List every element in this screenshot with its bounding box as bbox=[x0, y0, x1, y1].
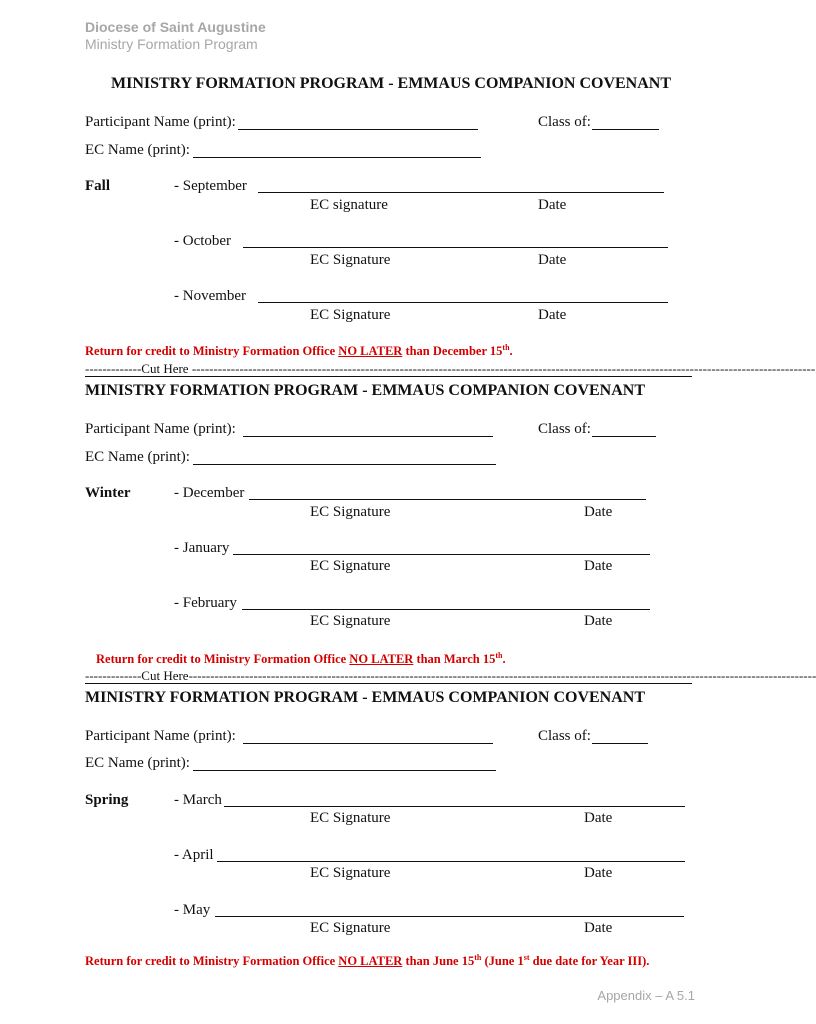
signature-line[interactable] bbox=[242, 609, 650, 610]
signature-caption: EC Signature bbox=[310, 307, 391, 323]
date-caption: Date bbox=[538, 307, 567, 323]
participant-label: Participant Name (print): bbox=[85, 728, 236, 744]
month-label: - December bbox=[174, 485, 245, 501]
cut-here-label: Cut Here bbox=[141, 361, 189, 376]
section-title: MINISTRY FORMATION PROGRAM - EMMAUS COMPANION COVENANT bbox=[111, 75, 671, 92]
class-line[interactable] bbox=[592, 743, 648, 744]
ec-name-label: EC Name (print): bbox=[85, 142, 190, 158]
signature-line[interactable] bbox=[258, 192, 664, 193]
class-line[interactable] bbox=[592, 129, 659, 130]
date-caption: Date bbox=[538, 252, 567, 268]
signature-line[interactable] bbox=[233, 554, 650, 555]
date-caption: Date bbox=[538, 197, 567, 213]
participant-name-line[interactable] bbox=[238, 129, 478, 130]
ec-name-line[interactable] bbox=[193, 464, 496, 465]
signature-caption: EC signature bbox=[310, 197, 388, 213]
class-label: Class of: bbox=[538, 114, 591, 130]
cut-here-divider: -------------Cut Here------------------------------------------------------------------------------------------------------------------------------------------------- bbox=[85, 668, 816, 683]
ec-name-line[interactable] bbox=[193, 157, 481, 158]
participant-name-line[interactable] bbox=[243, 436, 493, 437]
ec-name-line[interactable] bbox=[193, 770, 496, 771]
program-name: Ministry Formation Program bbox=[85, 36, 258, 52]
signature-caption: EC Signature bbox=[310, 558, 391, 574]
month-label: - September bbox=[174, 178, 247, 194]
return-notice: Return for credit to Ministry Formation Office NO LATER than March 15th. bbox=[96, 651, 506, 667]
date-caption: Date bbox=[584, 865, 613, 881]
cut-rule bbox=[85, 683, 692, 684]
season-label: Fall bbox=[85, 178, 110, 194]
month-label: - January bbox=[174, 540, 230, 556]
month-label: - May bbox=[174, 902, 211, 918]
return-notice: Return for credit to Ministry Formation Office NO LATER than December 15th. bbox=[85, 343, 513, 359]
month-label: - March bbox=[174, 792, 222, 808]
season-label: Winter bbox=[85, 485, 131, 501]
org-name: Diocese of Saint Augustine bbox=[85, 19, 266, 35]
return-notice: Return for credit to Ministry Formation Office NO LATER than June 15th (June 1st due date for Year III). bbox=[85, 953, 650, 969]
signature-line[interactable] bbox=[249, 499, 646, 500]
signature-line[interactable] bbox=[217, 861, 685, 862]
section-title: MINISTRY FORMATION PROGRAM - EMMAUS COMPANION COVENANT bbox=[85, 382, 645, 399]
class-line[interactable] bbox=[592, 436, 656, 437]
cut-here-label: Cut Here bbox=[141, 668, 189, 683]
class-label: Class of: bbox=[538, 421, 591, 437]
date-caption: Date bbox=[584, 504, 613, 520]
signature-line[interactable] bbox=[224, 806, 685, 807]
cut-rule bbox=[85, 376, 692, 377]
footer-page-label: Appendix – A 5.1 bbox=[597, 988, 695, 1003]
month-label: - November bbox=[174, 288, 247, 304]
cut-here-divider: -------------Cut Here ------------------------------------------------------------------------------------------------------------------------------------------------ bbox=[85, 361, 816, 376]
date-caption: Date bbox=[584, 558, 613, 574]
participant-name-line[interactable] bbox=[243, 743, 493, 744]
season-label: Spring bbox=[85, 792, 129, 808]
ec-name-label: EC Name (print): bbox=[85, 755, 190, 771]
signature-caption: EC Signature bbox=[310, 252, 391, 268]
participant-label: Participant Name (print): bbox=[85, 421, 236, 437]
month-label: - October bbox=[174, 233, 232, 249]
signature-line[interactable] bbox=[243, 247, 668, 248]
participant-label: Participant Name (print): bbox=[85, 114, 236, 130]
signature-caption: EC Signature bbox=[310, 504, 391, 520]
signature-caption: EC Signature bbox=[310, 613, 391, 629]
date-caption: Date bbox=[584, 810, 613, 826]
signature-line[interactable] bbox=[258, 302, 668, 303]
month-label: - April bbox=[174, 847, 214, 863]
ec-name-label: EC Name (print): bbox=[85, 449, 190, 465]
signature-caption: EC Signature bbox=[310, 920, 391, 936]
signature-caption: EC Signature bbox=[310, 810, 391, 826]
date-caption: Date bbox=[584, 613, 613, 629]
signature-caption: EC Signature bbox=[310, 865, 391, 881]
section-title: MINISTRY FORMATION PROGRAM - EMMAUS COMPANION COVENANT bbox=[85, 689, 645, 706]
class-label: Class of: bbox=[538, 728, 591, 744]
month-label: - February bbox=[174, 595, 237, 611]
signature-line[interactable] bbox=[215, 916, 684, 917]
date-caption: Date bbox=[584, 920, 613, 936]
